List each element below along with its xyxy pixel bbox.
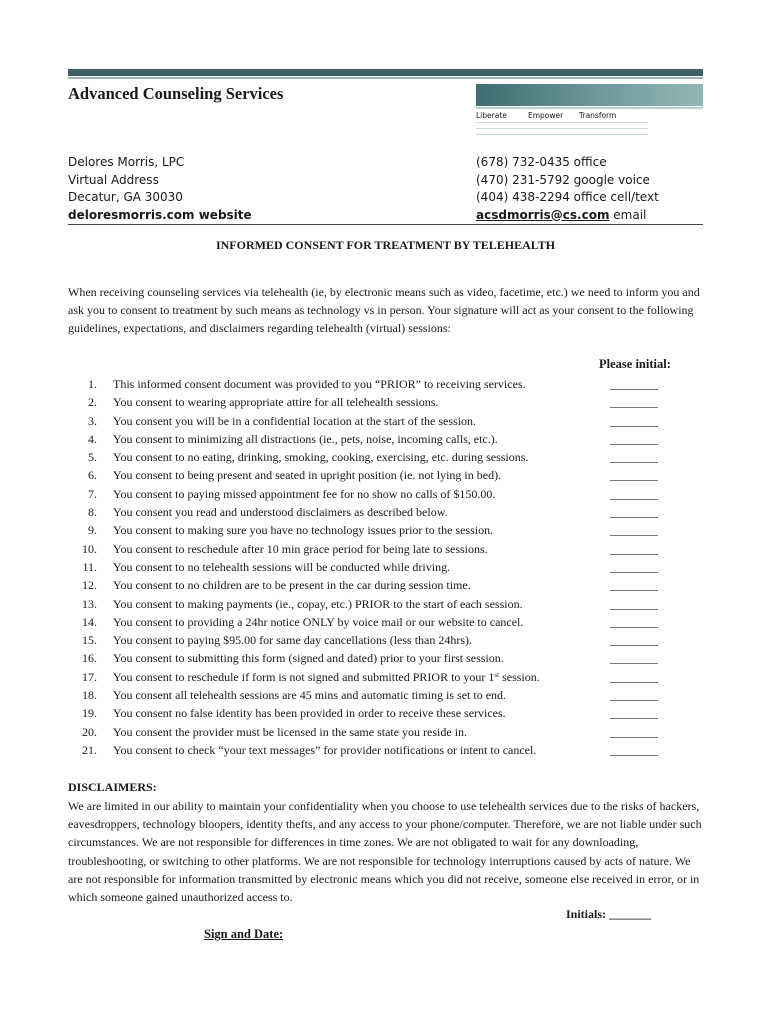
consent-item-number: 11. [82, 559, 97, 574]
consent-item-text: You consent you will be in a confidential location at the start of the session. [113, 413, 477, 428]
email-label: email [609, 207, 647, 222]
consent-item-text: You consent to check “your text messages” for provider notifications or intent to cancel. [113, 742, 537, 757]
initial-blank[interactable]: ________ [610, 651, 658, 666]
initial-blank[interactable]: ________ [610, 486, 658, 501]
disclaimers-heading: DISCLAIMERS: [68, 780, 157, 794]
consent-item-text: You consent to minimizing all distractions (ie., pets, noise, incoming calls, etc.). [113, 431, 498, 446]
logo-word-empower: Empower [528, 111, 564, 120]
consent-item-text: You consent the provider must be licensed in the same state you reside in. [113, 724, 468, 739]
consent-item [68, 448, 708, 466]
initial-blank[interactable]: ________ [610, 742, 658, 757]
consent-item-text: You consent to making payments (ie., copay, etc.) PRIOR to the start of each session. [113, 596, 523, 611]
consent-item-number: 17. [82, 669, 97, 684]
logo-word-transform: Transform [579, 111, 617, 120]
consent-item-number: 5. [88, 450, 97, 465]
consent-item [68, 540, 708, 558]
consent-item-text: You consent to wearing appropriate attire for all telehealth sessions. [113, 395, 439, 410]
consent-item-number: 20. [82, 724, 97, 739]
logo-line [476, 122, 648, 123]
consent-item [68, 503, 708, 521]
consent-item-text: You consent all telehealth sessions are 45 mins and automatic timing is set to end. [113, 688, 507, 703]
consent-item-number: 2. [88, 395, 97, 410]
consent-item [68, 576, 708, 594]
consent-item [68, 595, 708, 613]
company-name: Advanced Counseling Services [68, 84, 284, 103]
consent-item-text: You consent to paying $95.00 for same day cancellations (less than 24hrs). [113, 633, 473, 648]
initial-blank[interactable]: ________ [610, 377, 658, 391]
initial-blank[interactable]: ________ [610, 413, 658, 428]
initial-blank[interactable]: ________ [610, 395, 658, 410]
consent-item [68, 649, 708, 667]
consent-item [68, 704, 708, 722]
initial-blank[interactable]: ________ [610, 468, 658, 483]
consent-item-number: 19. [82, 706, 97, 721]
initial-blank[interactable]: ________ [610, 724, 658, 739]
consent-item [68, 613, 708, 631]
logo-word-liberate: Liberate [476, 111, 507, 120]
consent-item-text: You consent to no children are to be present in the car during session time. [113, 578, 471, 593]
header-rule-thin [68, 77, 703, 79]
consent-item-number: 18. [82, 688, 97, 703]
consent-item-text: This informed consent document was provided to you “PRIOR” to receiving services. [113, 377, 526, 391]
logo-line [476, 134, 648, 135]
consent-item-text: You consent to submitting this form (signed and dated) prior to your first session. [113, 651, 504, 666]
logo-line [476, 128, 648, 129]
consent-item-text: You consent to no telehealth sessions will be conducted while driving. [113, 559, 451, 574]
address-line: Virtual Address [68, 172, 159, 187]
header-rule [68, 69, 703, 76]
company-logo [476, 84, 703, 138]
intro-paragraph: When receiving counseling services via telehealth (ie, by electronic means such as video, facetime, etc.) we need to inform you and ask you to consent to treatment by such means as technology vs in person. Your signature will act as your consent to the following guidelines, expectations, and disclaimers regarding telehealth (virtual) sessions: [68, 285, 700, 336]
consent-list [68, 375, 708, 759]
initial-blank[interactable]: ________ [610, 633, 658, 648]
consent-item-text: You consent to paying missed appointment fee for no show no calls of $150.00. [113, 486, 496, 501]
website-link[interactable]: deloresmorris.com website [68, 207, 252, 222]
consent-item-number: 10. [82, 541, 97, 556]
consent-item-number: 3. [88, 413, 97, 428]
initial-blank[interactable]: ________ [610, 578, 658, 593]
contact-phones [476, 154, 659, 224]
office-phone: (678) 732-0435 office [476, 155, 607, 169]
contact-divider [68, 224, 703, 225]
consent-item [68, 741, 708, 759]
consent-item-text: You consent to no eating, drinking, smoking, cooking, exercising, etc. during sessions. [113, 450, 529, 465]
logo-tagline [476, 111, 646, 120]
consent-item-number: 4. [88, 431, 97, 446]
initial-blank[interactable]: ________ [610, 596, 658, 611]
consent-item-text: You consent no false identity has been provided in order to receive these services. [113, 706, 506, 721]
initial-blank[interactable]: ________ [610, 688, 658, 703]
consent-item-text [113, 668, 540, 686]
ordinal-suffix: st [494, 670, 500, 679]
initial-blank[interactable]: ________ [610, 559, 658, 574]
consent-item-number: 8. [88, 505, 97, 520]
initials-field[interactable]: Initials: _______ [566, 907, 652, 921]
consent-item-number: 21. [82, 742, 97, 757]
consent-item-text-part: You consent to reschedule if form is not signed and submitted PRIOR to your 1 [113, 669, 495, 684]
initial-blank[interactable]: ________ [610, 431, 658, 446]
city-line: Decatur, GA 30030 [68, 190, 183, 204]
logo-stripe [476, 107, 703, 109]
consent-item-text: You consent to reschedule after 10 min grace period for being late to sessions. [113, 541, 488, 556]
consent-item-number: 1. [88, 377, 97, 391]
sign-and-date-label: Sign and Date: [204, 927, 284, 941]
initial-blank[interactable]: ________ [610, 505, 658, 520]
consent-item [68, 466, 708, 484]
email-link[interactable]: acsdmorris@cs.com [476, 207, 610, 222]
consent-item-number: 13. [82, 596, 97, 611]
consent-item-text: You consent to making sure you have no technology issues prior to the session. [113, 523, 494, 538]
google-voice-phone: (470) 231-5792 google voice [476, 172, 650, 187]
initial-column-header: Please initial: [599, 357, 671, 371]
consent-item-number: 15. [82, 633, 97, 648]
consent-item [68, 723, 708, 741]
consent-item [68, 558, 708, 576]
consent-item-number: 16. [82, 651, 97, 666]
consent-item-number: 7. [88, 486, 97, 501]
consent-item-number: 12. [82, 578, 97, 593]
email-line [476, 207, 659, 225]
document-title: INFORMED CONSENT FOR TREATMENT BY TELEHEALTH [215, 238, 556, 252]
consent-item [68, 485, 708, 503]
consent-item-text-part: session. [499, 669, 540, 684]
initial-blank[interactable]: ________ [610, 614, 658, 629]
consent-item-text: You consent you read and understood disclaimers as described below. [113, 505, 448, 520]
consent-item-number: 9. [88, 523, 97, 538]
initial-blank[interactable]: ________ [610, 523, 658, 538]
consent-item-number: 14. [82, 614, 97, 629]
contact-address [68, 154, 252, 224]
consent-item [68, 393, 708, 411]
consent-item [68, 412, 708, 430]
initial-blank[interactable]: ________ [610, 541, 658, 556]
consent-item [68, 430, 708, 448]
consent-item-text: You consent to providing a 24hr notice ONLY by voice mail or our website to cancel. [113, 614, 524, 629]
cell-phone: (404) 438-2294 office cell/text [476, 190, 659, 204]
provider-name: Delores Morris, LPC [68, 155, 185, 169]
logo-bar [476, 84, 703, 106]
initial-blank[interactable]: ________ [610, 450, 658, 465]
disclaimers-body: We are limited in our ability to maintain your confidentiality when you choose to use telehealth services due to the risks of hackers, eavesdroppers, technology bloopers, identity thefts, and any access to your phone/computer. Therefore, we are not liable under such circumstances. We are not responsible for differences in time zones. We are not obligated to wait for any downloading, troubleshooting, or switching to other platforms. We are not responsible for technology interruptions caused by acts of nature. We are not responsible for information transmitted by electronic means which you did not receive, someone else received in error, or in which someone gained unauthorized access to. [68, 799, 702, 905]
consent-item [68, 686, 708, 704]
consent-item-text: You consent to being present and seated in upright position (ie. not lying in bed). [113, 468, 502, 483]
consent-item [68, 375, 708, 393]
consent-item-number: 6. [88, 468, 97, 483]
initial-blank[interactable]: ________ [610, 669, 658, 684]
consent-item [68, 631, 708, 649]
consent-item [68, 521, 708, 539]
initial-blank[interactable]: ________ [610, 706, 658, 721]
consent-item [68, 668, 708, 686]
